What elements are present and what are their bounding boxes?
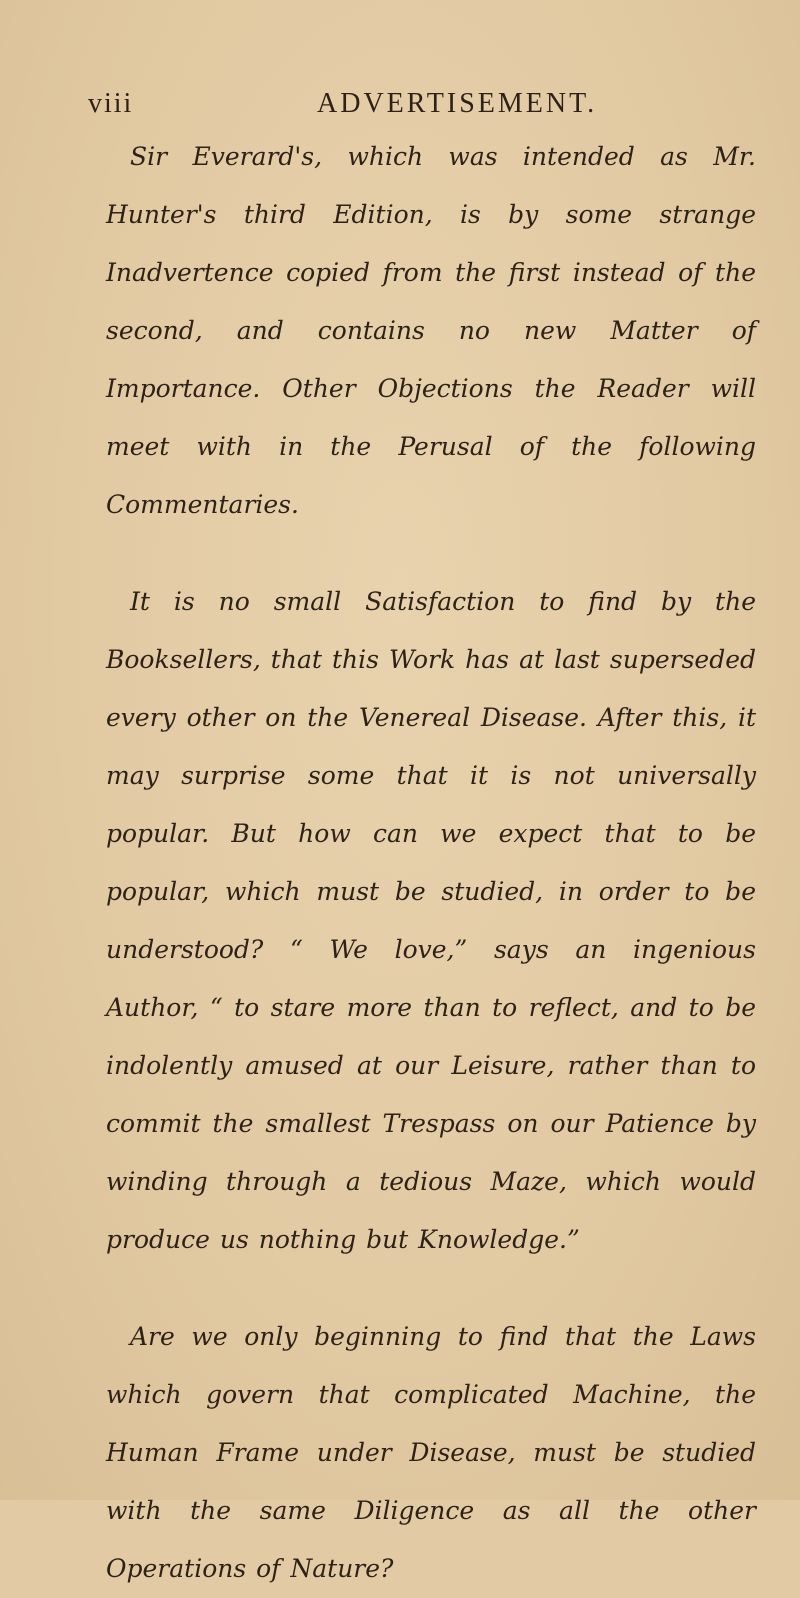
paragraph-3: Are we only beginning to find that the Laws which govern that complicated Machine, the Human Frame under Disease, must be studied with the same Diligence as all the other Operations of Nature? [106, 1322, 756, 1583]
paragraph-2: It is no small Satisfaction to find by the Booksellers, that this Work has at last superseded every other on the Venereal Disease. After this, it may surprise some that it is not universally popular. But how can we expect that to be popular, which must be studied, in order to be understood? “ We love,” says an ingenious Author, “ to stare more than to reflect, and to be indolently amused at our Leisure, rather than to commit the smallest Trespass on our Patience by winding through a tedious Maze, which would produce us nothing but Knowledge.” [106, 587, 756, 1254]
page-number: viii [88, 88, 134, 119]
body-text [106, 128, 756, 1598]
page-header [88, 88, 728, 128]
running-head: ADVERTISEMENT. [317, 88, 598, 119]
paragraph-1: Sir Everard's, which was intended as Mr. Hunter's third Edition, is by some strange Inadvertence copied from the first instead of the second, and contains no new Matter of Importance. Other Objections the Reader will meet with in the Perusal of the following Commentaries. [106, 142, 756, 519]
